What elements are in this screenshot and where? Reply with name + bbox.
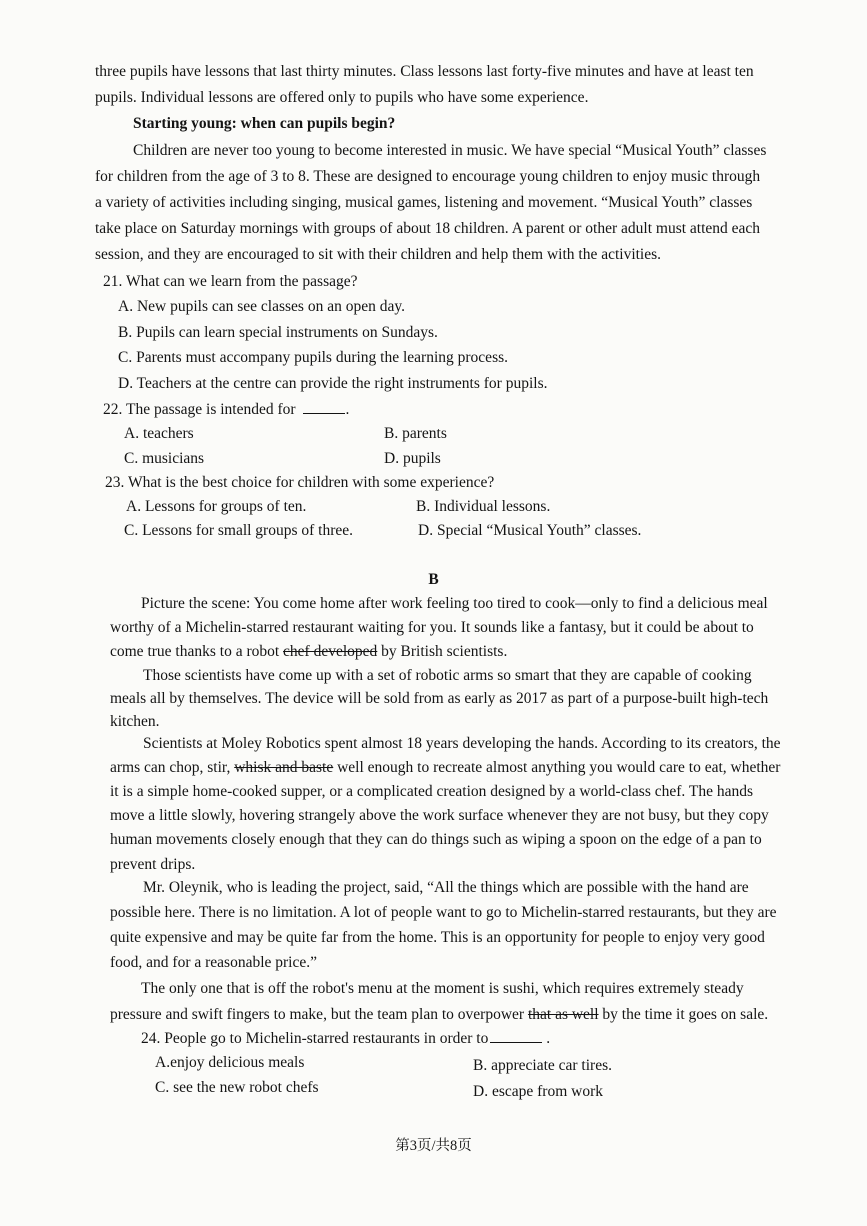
question-24-stem bbox=[141, 1028, 550, 1049]
passage-b-line: meals all by themselves. The device will be sold from as early as 2017 as part of a purpose-built high-tech bbox=[110, 690, 769, 707]
passage-b-line: food, and for a reasonable price.” bbox=[110, 954, 317, 971]
struck-text: that as well bbox=[527, 1006, 599, 1023]
passage-b-line: The only one that is off the robot's menu at the moment is sushi, which requires extremely steady bbox=[141, 980, 744, 997]
young-paragraph-line: Children are never too young to become interested in music. We have special “Musical Youth” classes bbox=[133, 142, 767, 159]
question-23-option-c: C. Lessons for small groups of three. bbox=[124, 522, 354, 539]
page-number-footer: 第3页/共8页 bbox=[395, 1138, 472, 1154]
question-21-option-d: D. Teachers at the centre can provide the right instruments for pupils. bbox=[118, 375, 548, 392]
passage-text: by the time it goes on sale. bbox=[598, 1006, 769, 1023]
passage-b-line bbox=[110, 642, 507, 662]
question-22-stem-end: . bbox=[345, 401, 350, 418]
question-24-option-c: C. see the new robot chefs bbox=[155, 1079, 319, 1096]
question-23-option-d: D. Special “Musical Youth” classes. bbox=[418, 522, 642, 539]
passage-b-line: it is a simple home-cooked supper, or a complicated creation designed by a world-class chef. The hands bbox=[110, 783, 754, 800]
question-23-stem: 23. What is the best choice for children with some experience? bbox=[105, 474, 495, 491]
answer-blank bbox=[303, 399, 345, 414]
question-21-stem: 21. What can we learn from the passage? bbox=[103, 273, 358, 290]
question-22-option-b: B. parents bbox=[384, 425, 447, 442]
question-24-option-b: B. appreciate car tires. bbox=[473, 1057, 612, 1074]
question-24-option-d: D. escape from work bbox=[473, 1083, 603, 1100]
young-paragraph-line: a variety of activities including singing, musical games, listening and movement. “Musical Youth” classes bbox=[95, 194, 753, 211]
passage-b-line: Mr. Oleynik, who is leading the project, said, “All the things which are possible with the hand are bbox=[143, 879, 749, 896]
passage-b-line: kitchen. bbox=[110, 713, 160, 730]
question-21-option-a: A. New pupils can see classes on an open day. bbox=[118, 298, 405, 315]
question-23-option-b: B. Individual lessons. bbox=[416, 498, 551, 515]
passage-b-line bbox=[110, 1005, 768, 1025]
passage-b-line: quite expensive and may be quite far from the home. This is an opportunity for people to enjoy very good bbox=[110, 929, 765, 946]
passage-text: well enough to recreate almost anything you would care to eat, whether bbox=[333, 759, 781, 776]
section-subheading: Starting young: when can pupils begin? bbox=[133, 115, 396, 132]
passage-b-line: worthy of a Michelin-starred restaurant waiting for you. It sounds like a fantasy, but it could be about to bbox=[110, 619, 754, 636]
section-b-title: B bbox=[428, 571, 439, 588]
young-paragraph-line: session, and they are encouraged to sit with their children and help them with the activities. bbox=[95, 246, 662, 263]
passage-text: pressure and swift fingers to make, but the team plan to overpower bbox=[110, 1006, 528, 1023]
passage-b-line: Picture the scene: You come home after work feeling too tired to cook—only to find a delicious meal bbox=[141, 595, 768, 612]
passage-b-line: Those scientists have come up with a set of robotic arms so smart that they are capable of cooking bbox=[143, 667, 752, 684]
question-22-option-c: C. musicians bbox=[124, 450, 205, 467]
question-21-option-c: C. Parents must accompany pupils during the learning process. bbox=[118, 349, 509, 366]
intro-line-1: three pupils have lessons that last thirty minutes. Class lessons last forty-five minutes and have at least ten bbox=[95, 63, 754, 80]
passage-b-line: move a little slowly, hovering strangely above the work surface whenever they are not busy, but they copy bbox=[110, 807, 769, 824]
passage-b-line: Scientists at Moley Robotics spent almost 18 years developing the hands. According to its creators, the bbox=[143, 735, 781, 752]
passage-b-line bbox=[110, 758, 780, 778]
young-paragraph-line: for children from the age of 3 to 8. These are designed to encourage young children to enjoy music through bbox=[95, 168, 761, 185]
passage-b-line: prevent drips. bbox=[110, 856, 196, 873]
question-24-stem-end: . bbox=[542, 1030, 551, 1047]
struck-text: chef developed bbox=[283, 643, 378, 660]
question-22-stem bbox=[103, 399, 349, 420]
question-24-stem-text: 24. People go to Michelin-starred restaurants in order to bbox=[141, 1030, 489, 1047]
passage-b-line: possible here. There is no limitation. A lot of people want to go to Michelin-starred restaurants, but they are bbox=[110, 904, 777, 921]
young-paragraph-line: take place on Saturday mornings with groups of about 18 children. A parent or other adult must attend each bbox=[95, 220, 761, 237]
intro-line-2: pupils. Individual lessons are offered only to pupils who have some experience. bbox=[95, 89, 589, 106]
struck-text: whisk and baste bbox=[234, 759, 334, 776]
passage-text: by British scientists. bbox=[377, 643, 508, 660]
question-21-option-b: B. Pupils can learn special instruments on Sundays. bbox=[118, 324, 438, 341]
answer-blank bbox=[490, 1028, 542, 1043]
question-22-option-d: D. pupils bbox=[384, 450, 441, 467]
question-23-option-a: A. Lessons for groups of ten. bbox=[126, 498, 307, 515]
passage-text: arms can chop, stir, bbox=[110, 759, 235, 776]
question-22-stem-text: 22. The passage is intended for bbox=[103, 401, 296, 418]
question-22-option-a: A. teachers bbox=[124, 425, 194, 442]
question-24-option-a: A.enjoy delicious meals bbox=[155, 1054, 305, 1071]
passage-b-line: human movements closely enough that they can do things such as wiping a spoon on the edge of a pan to bbox=[110, 831, 762, 848]
passage-text: come true thanks to a robot bbox=[110, 643, 284, 660]
